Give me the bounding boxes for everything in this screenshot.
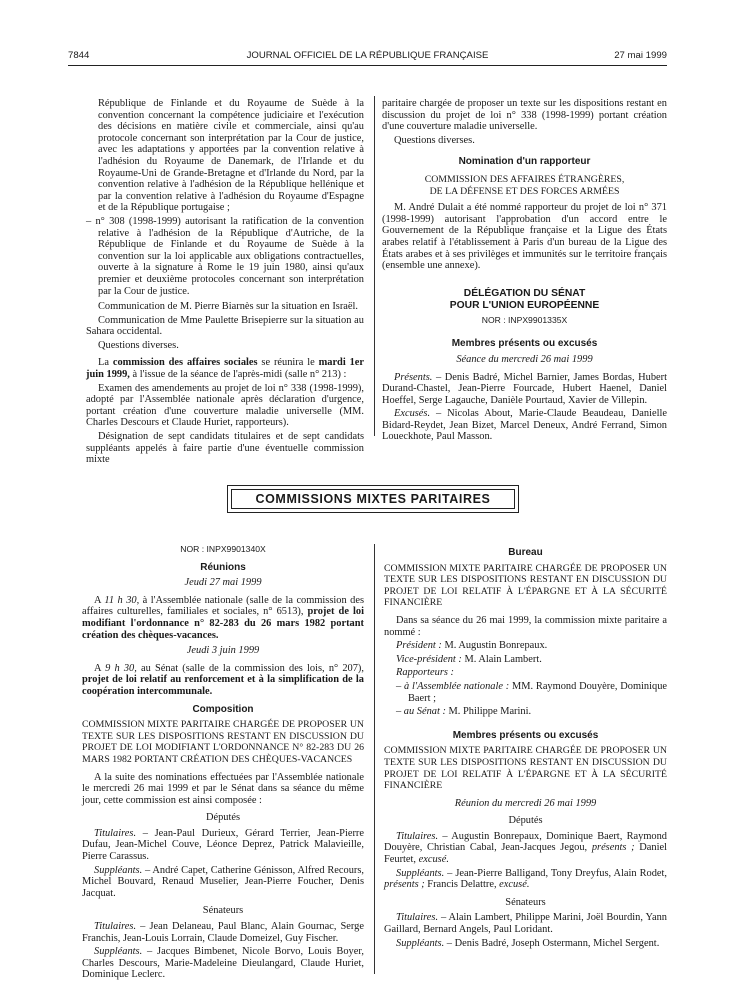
paragraph: paritaire chargée de proposer un texte sur les dispositions restant en discussion du projet de loi n° 338 (1998-1999) portant création d'une couverture maladie universelle. [382,98,667,133]
session-date: Séance du mercredi 26 mai 1999 [456,353,593,365]
paragraph: A 9 h 30, au Sénat (salle de la commission des lois, n° 207), projet de loi relatif au renforcement et à la simplification de la coopération intercommunale. [82,662,364,697]
group-heading: Députés [205,812,241,824]
paragraph: Titulaires. – Alain Lambert, Philippe Marini, Joël Bourdin, Yann Gaillard, Bernard Angels, Paul Loridant. [384,912,667,936]
paragraph: Dans sa séance du 26 mai 1999, la commission mixte paritaire a nommé : [384,614,667,638]
paragraph: Suppléants. – André Capet, Catherine Génisson, Alfred Recours, Michel Bouvard, Renaud Muselier, Jean-Pierre Foucher, Denis Jacquat. [82,864,364,899]
paragraph: Communication de M. Pierre Biarnès sur la situation en Israël. [98,301,358,313]
commission-name: COMMISSION DES AFFAIRES ÉTRANGÈRES, DE LA DÉFENSE ET DES FORCES ARMÉES [424,173,625,197]
commission-name: COMMISSION MIXTE PARITAIRE CHARGÉE DE PROPOSER UN TEXTE SUR LES DISPOSITIONS RESTANT EN DISCUSSION DU PROJET DE LOI MODIFIANT L'ORDONNANCE N° 82-283 DU 26 MARS 1982 PORTANT CRÉATION DES CHÈQUES-VACANCES [82,719,364,765]
paragraph: Suppléants. – Jean-Pierre Balligand, Tony Dreyfus, Alain Rodet, présents ; Francis Delattre, excusé. [384,867,667,891]
top-left-column [86,98,364,468]
page-header [68,50,667,64]
paragraph: A la suite des nominations effectuées par l'Assemblée nationale le mercredi 26 mai 1999 et par le Sénat dans sa séance du même jour, cette commission est ainsi composée : [82,771,364,806]
section-heading: Nomination d'un rapporteur [458,156,591,168]
paragraph: Titulaires. – Augustin Bonrepaux, Dominique Baert, Raymond Douyère, Christian Cabal, Jean-Jacques Jegou, présents ; Daniel Feurtet, excusé. [384,830,667,866]
paragraph: Présents. – Denis Badré, Michel Barnier, James Bordas, Hubert Durand-Chastel, Jean-Pierre Fourcade, Hubert Haenel, Daniel Hoeffel, Serge Lagauche, Danièle Pourtaud, Xavier de Villepin. [382,371,667,406]
group-heading: Députés [508,815,543,827]
section-heading: Réunions [200,561,246,573]
paragraph: Rapporteurs : [396,667,455,679]
group-heading: Sénateurs [202,905,244,917]
paragraph: Suppléants. – Denis Badré, Joseph Ostermann, Michel Sergent. [396,937,660,949]
banner-title: COMMISSIONS MIXTES PARITAIRES [231,489,515,509]
column-divider [374,544,375,974]
page-number: 7844 [68,50,90,61]
section-banner [227,485,519,513]
paragraph: République de Finlande et du Royaume de Suède à la convention concernant la compétence judiciaire et l'exécution des décisions en matière civile et commerciale, ainsi qu'au protocole concernant son interprétation par la Cour de justice, avec les adaptations y apportées par la convention relative à l'adhésion du Royaume de Danemark, de l'Irlande et du Royaume-Uni de Grande-Bretagne et d'Irlande du Nord, par la convention relative à l'adhésion de la République hellénique et par la convention relative à l'adhésion du Royaume d'Espagne et de la République portugaise ; [98,98,364,214]
paragraph: Titulaires. – Jean Delaneau, Paul Blanc, Alain Gournac, Serge Franchis, Jean-Louis Lorrain, Claude Domeizel, Guy Fischer. [82,921,364,944]
commission-name: COMMISSION MIXTE PARITAIRE CHARGÉE DE PROPOSER UN TEXTE SUR LES DISPOSITIONS RESTANT EN DISCUSSION DU PROJET DE LOI RELATIF À L'ÉPARGNE ET À LA SÉCURITÉ FINANCIÈRE [384,745,667,792]
paragraph: A 11 h 30, à l'Assemblée nationale (salle de la commission des affaires culturelles, familiales et sociales, n° 6513), projet de loi modifiant l'ordonnance n° 82-283 du 26 mars 1982 portant création des chèques-vacances. [82,594,365,641]
paragraph: Suppléants. – Jacques Bimbenet, Nicole Borvo, Louis Boyer, Charles Descours, Marie-Madeleine Dieulangard, Claude Huriet, Dominique Leclerc. [82,946,364,981]
paragraph: Communication de Mme Paulette Brisepierre sur la situation au Sahara occidental. [86,314,364,338]
group-heading: Sénateurs [505,896,546,908]
paragraph: Désignation de sept candidats titulaires et de sept candidats suppléants appelés à faire partie d'une éventuelle commission mixte [86,431,364,466]
paragraph: Questions diverses. [98,339,179,351]
column-divider [374,96,375,436]
meeting-date: Jeudi 27 mai 1999 [184,577,262,589]
journal-title: JOURNAL OFFICIEL DE LA RÉPUBLIQUE FRANÇAISE [246,50,489,61]
section-heading: Membres présents ou excusés [452,729,599,741]
nor-reference: NOR : INPX9901340X [180,544,266,554]
paragraph: – au Sénat : M. Philippe Marini. [396,706,532,718]
paragraph: Président : M. Augustin Bonrepaux. [396,640,548,652]
section-heading: Composition [192,703,254,715]
section-heading: Bureau [508,547,543,558]
paragraph: Titulaires. – Jean-Paul Durieux, Gérard Terrier, Jean-Pierre Dufau, Jean-Michel Couve, Léonce Deprez, Patrick Malavieille, Pierre Carassus. [82,827,364,863]
delegation-heading: DÉLÉGATION DU SÉNAT POUR L'UNION EUROPÉENNE [449,287,600,311]
paragraph: Examen des amendements au projet de loi n° 338 (1998-1999), adopté par l'Assemblée nationale après déclaration d'urgence, portant création d'une couverture maladie universelle (MM. Charles Descours et Claude Huriet, rapporteurs). [86,382,364,429]
meeting-date: Jeudi 3 juin 1999 [186,645,260,657]
bottom-right-column [384,543,667,951]
paragraph: Excusés. – Nicolas About, Marie-Claude Beaudeau, Danielle Bidard-Reydet, Jean Bizet, Marcel Deneux, André Ferrand, Simon Loueckhote, Paul Masson. [382,408,667,443]
nor-reference: NOR : INPX9901335X [481,314,568,325]
top-right-column [382,98,667,445]
section-heading: Membres présents ou excusés [451,338,598,350]
paragraph: M. André Dulait a été nommé rapporteur du projet de loi n° 371 (1998-1999) autorisant l'approbation d'un accord entre le Gouvernement de la République française et la Ligue des États arabes relatif à l'établissement à Paris d'un bureau de la Ligue des États arabes et à ses privilèges et immunités sur le territoire français (ensemble une annexe). [382,202,667,272]
header-date: 27 mai 1999 [614,50,667,61]
commission-name: COMMISSION MIXTE PARITAIRE CHARGÉE DE PROPOSER UN TEXTE SUR LES DISPOSITIONS RESTANT EN DISCUSSION DU PROJET DE LOI RELATIF À L'ÉPARGNE ET À LA SÉCURITÉ FINANCIÈRE [384,562,667,609]
header-rule [68,65,667,66]
bottom-left-column [82,543,364,983]
paragraph: Vice-président : M. Alain Lambert. [396,653,542,665]
meeting-date: Réunion du mercredi 26 mai 1999 [454,797,597,809]
paragraph: – à l'Assemblée nationale : MM. Raymond Douyère, Dominique Baert ; [396,680,667,704]
paragraph: Questions diverses. [394,134,475,146]
paragraph: La commission des affaires sociales se réunira le mardi 1er juin 1999, à l'issue de la séance de l'après-midi (salle n° 213) : [86,357,365,381]
paragraph: – n° 308 (1998-1999) autorisant la ratification de la convention relative à l'adhésion de la République d'Autriche, de la République de Finlande et du Royaume de Suède à la convention sur la loi applicable aux obligations contractuelles, ouverte à la signature à Rome le 19 juin 1980, ainsi qu'aux premier et deuxième protocoles concernant son interprétation par la Cour de justice. [86,215,364,297]
